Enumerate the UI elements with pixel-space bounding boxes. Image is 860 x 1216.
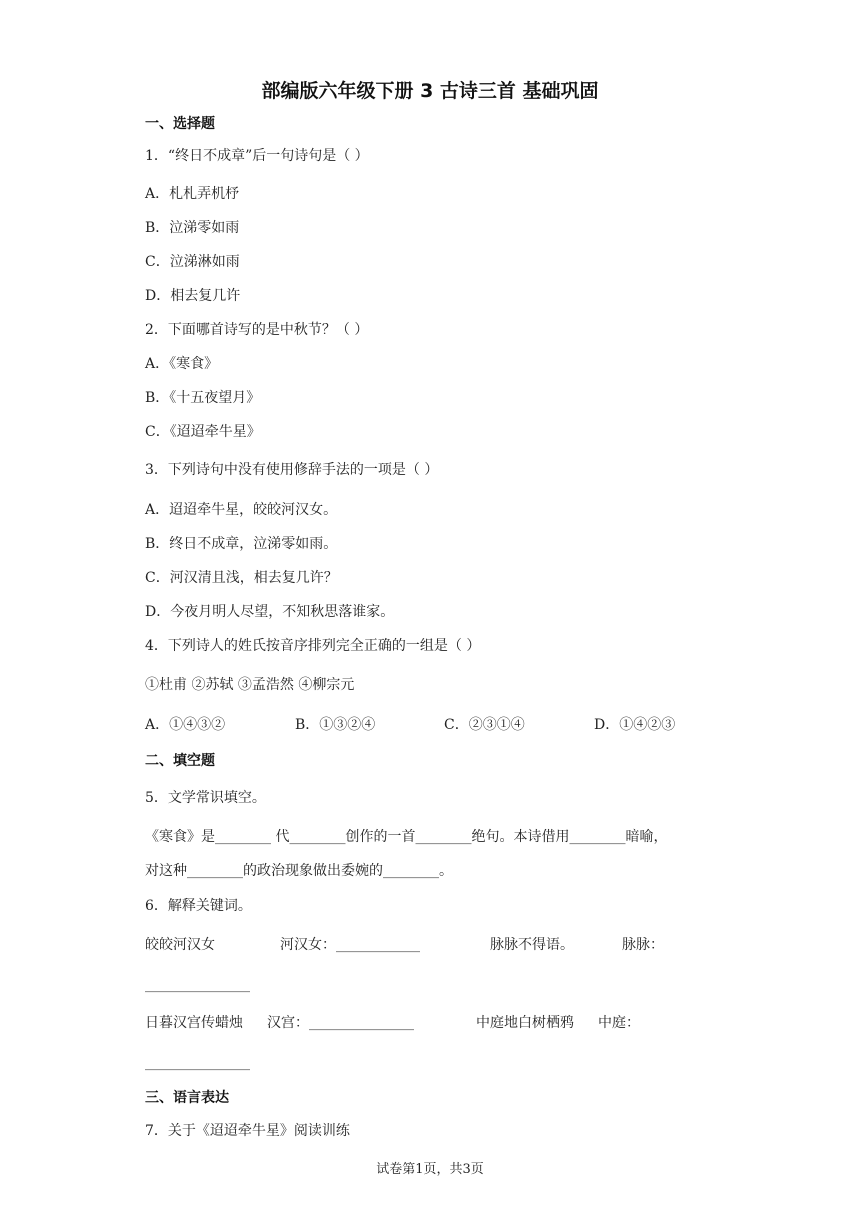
question-2-option-b: B．《十五夜望月》 <box>145 390 261 406</box>
question-1-option-c: C．泣涕淋如雨 <box>145 254 240 270</box>
question-6-blank-1: _______________ <box>145 977 250 993</box>
question-7-stem: 7．关于《迢迢牵牛星》阅读训练 <box>145 1123 350 1139</box>
section-heading-choice: 一、选择题 <box>145 116 215 132</box>
question-6-blank-2: _______________ <box>145 1055 250 1071</box>
question-1-option-d: D．相去复几许 <box>145 288 241 304</box>
question-4-option-b: B．①③②④ <box>295 717 376 733</box>
question-1-stem: 1．“终日不成章”后一句诗句是（ ） <box>145 148 369 164</box>
question-6-term-4: 中庭： <box>598 1015 640 1031</box>
question-4-option-a: A．①④③② <box>145 717 226 733</box>
question-3-option-c: C．河汉清且浅，相去复几许？ <box>145 570 338 586</box>
question-4-stem: 4．下列诗人的姓氏按音序排列完全正确的一组是（ ） <box>145 638 481 654</box>
section-heading-fill: 二、填空题 <box>145 753 215 769</box>
page-title: 部编版六年级下册 3 古诗三首 基础巩固 <box>261 80 599 102</box>
question-4-option-c: C．②③①④ <box>444 717 525 733</box>
question-3-option-a: A．迢迢牵牛星，皎皎河汉女。 <box>145 502 338 518</box>
question-6-phrase-4: 中庭地白树栖鸦 <box>476 1015 574 1031</box>
question-5-line-2: 对这种________的政治现象做出委婉的________。 <box>145 863 453 879</box>
question-4-option-d: D．①④②③ <box>594 717 676 733</box>
section-heading-expression: 三、语言表达 <box>145 1090 229 1106</box>
question-6-term-1: 河汉女：____________ <box>280 937 420 953</box>
question-3-option-d: D．今夜月明人尽望，不知秋思落谁家。 <box>145 604 395 620</box>
question-6-term-3: 汉宫：_______________ <box>267 1015 414 1031</box>
question-5-stem: 5．文学常识填空。 <box>145 790 266 806</box>
question-1-option-a: A．札札弄机杼 <box>145 186 240 202</box>
question-6-stem: 6．解释关键词。 <box>145 898 252 914</box>
question-6-phrase-3: 日暮汉宫传蜡烛 <box>145 1015 243 1031</box>
question-3-option-b: B．终日不成章，泣涕零如雨。 <box>145 536 338 552</box>
question-4-names: ①杜甫 ②苏轼 ③孟浩然 ④柳宗元 <box>145 677 355 693</box>
question-6-phrase-2: 脉脉不得语。 <box>490 937 574 953</box>
question-3-stem: 3．下列诗句中没有使用修辞手法的一项是（ ） <box>145 462 439 478</box>
question-2-option-a: A．《寒食》 <box>145 356 219 372</box>
question-5-line-1: 《寒食》是________ 代________创作的一首________绝句。本诗借用________暗喻， <box>145 829 668 845</box>
question-6-term-2: 脉脉： <box>622 937 664 953</box>
page-footer: 试卷第1页，共3页 <box>376 1162 484 1177</box>
question-6-phrase-1: 皎皎河汉女 <box>145 937 215 953</box>
question-2-option-c: C．《迢迢牵牛星》 <box>145 424 261 440</box>
question-2-stem: 2．下面哪首诗写的是中秋节？（ ） <box>145 322 369 338</box>
question-1-option-b: B．泣涕零如雨 <box>145 220 240 236</box>
